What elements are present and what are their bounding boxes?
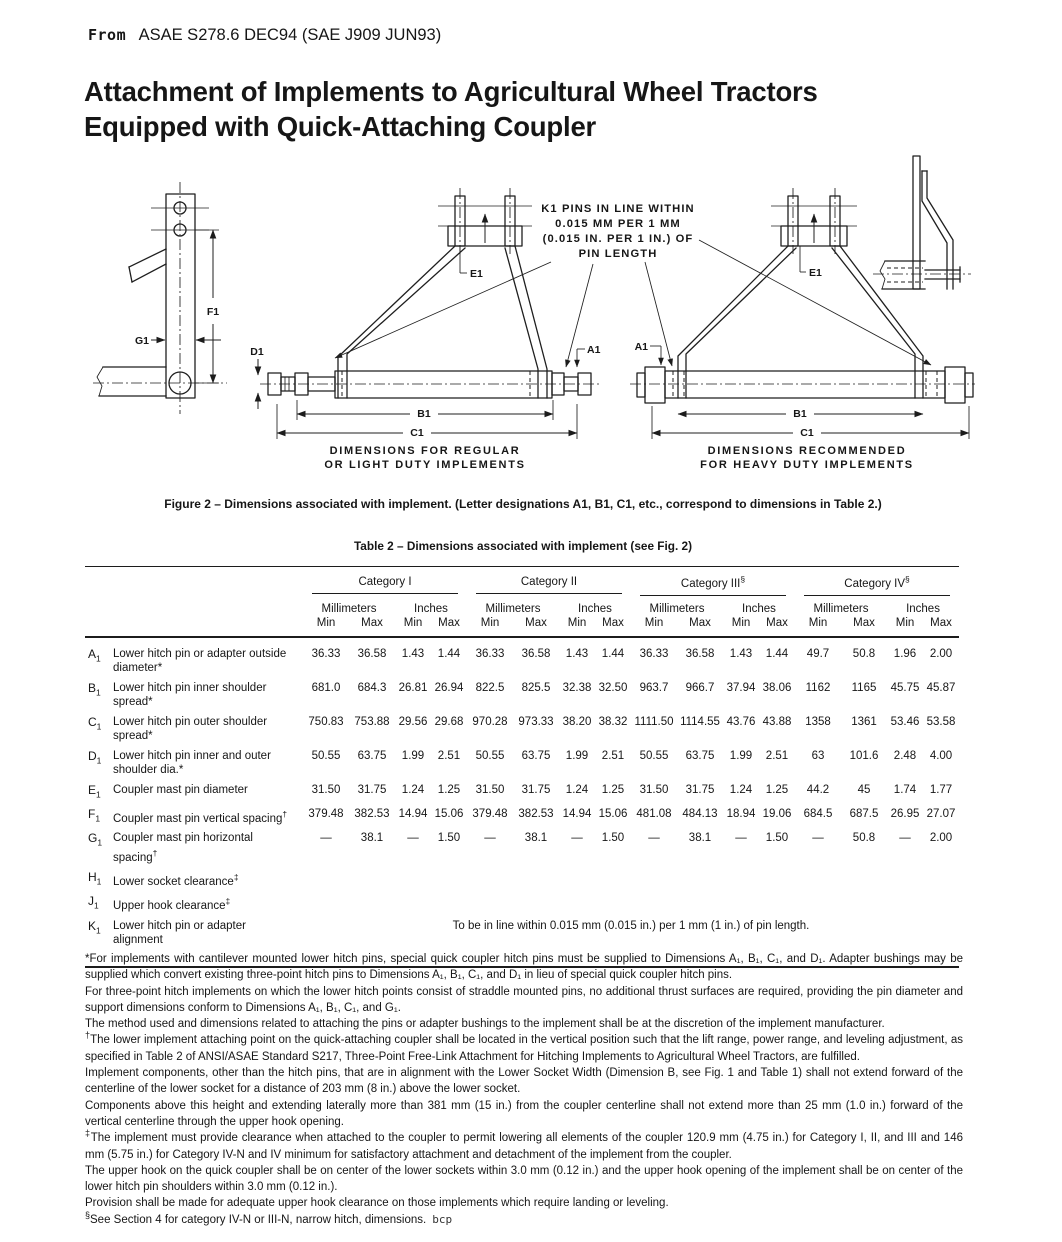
label-c1-regular: C1 [410, 427, 424, 439]
row-designation: $D_1$ [88, 748, 102, 766]
dimension-value: 14.94 [398, 807, 428, 820]
dimension-value: 36.33 [639, 647, 669, 660]
dimension-value: 1.43 [729, 647, 753, 660]
k1-note-line2: 0.015 MM PER 1 MM [555, 218, 681, 230]
minmax-header: Max [677, 616, 723, 637]
dimension-value: 1.50 [765, 832, 789, 845]
dimension-value: 38.1 [524, 832, 548, 845]
dimension-value: 2.00 [929, 647, 953, 660]
label-e1-regular: E1 [470, 268, 483, 280]
dimension-value: 2.51 [765, 749, 789, 762]
dimension-value: 1.99 [565, 749, 589, 762]
dimension-value: 973.33 [518, 715, 554, 728]
row-designation: $C_1$ [88, 714, 102, 732]
dimension-value: 38.32 [598, 715, 628, 728]
unit-header: Inches [578, 602, 612, 615]
k1-note-line4: PIN LENGTH [578, 248, 658, 260]
dimension-value: 63.75 [685, 749, 715, 762]
dimension-value: 1.43 [401, 647, 425, 660]
row-description: Lower hitch pin inner and outer shoulder dia.* [113, 749, 271, 777]
table-row-e1 [85, 779, 959, 803]
dimension-value: 49.7 [806, 647, 830, 660]
dimension-value: 1.43 [565, 647, 589, 660]
minmax-header: Min [559, 616, 595, 637]
table-row-h1 [85, 866, 959, 890]
dimension-value: 31.50 [475, 783, 505, 796]
dimension-value: 1.99 [729, 749, 753, 762]
dimension-value: 2.51 [437, 749, 461, 762]
dimension-value: 50.55 [639, 749, 669, 762]
minmax-header: Max [595, 616, 631, 637]
row-description: Coupler mast pin diameter [113, 783, 248, 796]
column-group-category-ii: Category II [467, 567, 631, 596]
footnote-9: Provision shall be made for adequate upper hook clearance on those implements which require landing or leveling. [85, 1197, 669, 1210]
dimension-value: 2.00 [929, 832, 953, 845]
table-row-d1 [85, 745, 959, 779]
label-a1-heavy: A1 [634, 341, 648, 353]
minmax-header: Min [887, 616, 923, 637]
dimension-value: 29.56 [398, 715, 428, 728]
unit-header: Inches [906, 602, 940, 615]
empty-values [303, 890, 959, 914]
minmax-header: Min [723, 616, 759, 637]
dimension-value: — [571, 832, 583, 845]
dimension-value: 825.5 [521, 681, 551, 694]
row-description: Lower hitch pin inner shoulder spread* [113, 681, 267, 709]
dimension-value: — [899, 832, 911, 845]
dimension-value: 1.25 [437, 783, 461, 796]
alignment-note: To be in line within 0.015 mm (0.015 in.) per 1 mm (1 in.) of pin length. [452, 919, 810, 932]
label-b1-heavy: B1 [793, 408, 807, 420]
dimension-value: 687.5 [849, 807, 879, 820]
caption-heavy-duty-line1: DIMENSIONS RECOMMENDED [707, 445, 907, 457]
label-a1-regular: A1 [587, 344, 601, 356]
footnote-7: ‡The implement must provide clearance when attached to the coupler to permit lowering all elements of the coupler 120.9 mm (4.75 in.) for Category I, II, and III and 146 mm (5.75 in.) for Category IV-N and IV minimum for satisfactory attachment and detachment of the implement from the coupler. [85, 1128, 963, 1161]
dimension-value: 1165 [851, 681, 877, 694]
dimension-value: 43.76 [726, 715, 756, 728]
footnote-1: *For implements with cantilever mounted lower hitch pins, special quick coupler hitch pins must be supplied to Dimensions A₁, B₁, C₁, and D₁. Adapter bushings may be supplied which convert existing three-point hitch pins to Dimensions A₁, B₁, C₁, and D₁ in lieu of special quick coupler hitch pins. [85, 953, 963, 982]
dimension-value: 63.75 [357, 749, 387, 762]
dimension-value: — [407, 832, 419, 845]
dimension-value: 44.2 [806, 783, 830, 796]
dimension-value: 36.58 [685, 647, 715, 660]
dimension-value: 38.20 [562, 715, 592, 728]
dimension-value: 1.50 [601, 832, 625, 845]
figure-caption: Figure 2 – Dimensions associated with implement. (Letter designations A1, B1, C1, etc., correspond to dimensions in Table 2.) [164, 497, 882, 511]
dimension-value: 970.28 [472, 715, 508, 728]
row-designation: $E_1$ [88, 782, 101, 800]
dimension-value: 1358 [805, 715, 831, 728]
label-b1-regular: B1 [417, 408, 431, 420]
dimension-value: 15.06 [598, 807, 628, 820]
row-description: Coupler mast pin vertical spacing† [113, 808, 288, 825]
dimension-value: 684.3 [357, 681, 387, 694]
dimension-value: — [735, 832, 747, 845]
caption-regular-duty-line2: OR LIGHT DUTY IMPLEMENTS [324, 459, 526, 471]
table-row-c1 [85, 711, 959, 745]
minmax-header: Max [841, 616, 887, 637]
minmax-header: Max [759, 616, 795, 637]
dimension-value: 1111.50 [634, 715, 674, 728]
minmax-header: Max [349, 616, 395, 637]
dimension-value: 32.38 [562, 681, 592, 694]
footnote-8: The upper hook on the quick coupler shall be on center of the lower sockets within 3.0 mm (0.12 in.) and the upper hook opening of the implement shall be on center of the lower hitch pin shoulders within 3.0 mm (0.12 in.). [85, 1164, 963, 1194]
minmax-header: Min [795, 616, 841, 637]
unit-header: Millimeters [813, 602, 869, 615]
minmax-header: Min [467, 616, 513, 637]
dimension-value: 31.50 [311, 783, 341, 796]
dimension-value: 379.48 [472, 807, 508, 820]
dimension-value: 1.44 [765, 647, 789, 660]
dimension-value: 63.75 [521, 749, 551, 762]
dimension-value: 1.99 [401, 749, 425, 762]
dimension-value: 481.08 [636, 807, 672, 820]
table-row-f1 [85, 803, 959, 827]
k1-note-line3: (0.015 IN. PER 1 IN.) OF [542, 233, 694, 245]
dimension-value: 27.07 [926, 807, 956, 820]
dimension-value: 38.1 [360, 832, 384, 845]
row-designation: $F_1$ [88, 806, 101, 824]
dimension-value: 963.7 [639, 681, 669, 694]
table-row-a1 [85, 637, 959, 677]
dimension-value: 31.75 [685, 783, 715, 796]
row-description: Lower hitch pin outer shoulder spread* [113, 715, 268, 743]
page-title-line2: Equipped with Quick-Attaching Coupler [84, 111, 597, 142]
dimension-value: 50.8 [852, 832, 876, 845]
dimension-value: 966.7 [685, 681, 715, 694]
dimension-value: 26.94 [434, 681, 464, 694]
dimension-value: 379.48 [308, 807, 344, 820]
dimension-value: 15.06 [434, 807, 464, 820]
row-description: Upper hook clearance‡ [113, 896, 231, 913]
dimension-value: 684.5 [803, 807, 833, 820]
dimension-value: 1.24 [401, 783, 425, 796]
dimension-value: 36.33 [311, 647, 341, 660]
dimension-value: 382.53 [354, 807, 390, 820]
label-e1-heavy: E1 [809, 267, 822, 279]
dimension-value: 36.33 [475, 647, 505, 660]
dimension-value: 14.94 [562, 807, 592, 820]
footnote-6: Components above this height and extending laterally more than 381 mm (15 in.) from the coupler centerline shall not extend more than 25 mm (1.0 in.) forward of the vertical centerline through the upper hook opening. [85, 1099, 963, 1128]
label-g1: G1 [134, 335, 150, 347]
dimension-value: 38.06 [762, 681, 792, 694]
column-group-category-iv: Category IV§ [795, 567, 959, 596]
unit-header: Inches [742, 602, 776, 615]
footnote-4: †The lower implement attaching point on the quick-attaching coupler shall be located in the vertical position such that the lift range, power range, and leveling adjustment, as specified in Table 2 of ANSI/ASAE Standard S217, Three-Point Free-Link Attachment for Hitching Implements to Agricultural Wheel Tractors, are fulfilled. [85, 1030, 963, 1063]
dimension-value: 1361 [851, 715, 877, 728]
table-caption: Table 2 – Dimensions associated with implement (see Fig. 2) [353, 539, 693, 553]
dimension-value: 31.75 [521, 783, 551, 796]
row-description: Coupler mast pin horizontal spacing† [113, 832, 253, 864]
dimension-value: 50.55 [311, 749, 341, 762]
label-f1: F1 [206, 306, 220, 318]
dimension-value: 753.88 [354, 715, 390, 728]
minmax-header: Min [303, 616, 349, 637]
empty-values [303, 866, 959, 890]
row-designation: $H_1$ [88, 869, 102, 887]
dimension-value: 1.74 [893, 783, 917, 796]
dimension-value: 37.94 [726, 681, 756, 694]
dimension-value: 31.75 [357, 783, 387, 796]
unit-header: Millimeters [321, 602, 377, 615]
dimension-value: — [484, 832, 496, 845]
dimension-value: 50.55 [475, 749, 505, 762]
standard-reference: ASAE S278.6 DEC94 (SAE J909 JUN93) [138, 26, 442, 44]
dimension-value: 1.24 [729, 783, 753, 796]
dimension-value: 1.50 [437, 832, 461, 845]
figure-2-diagram [85, 146, 975, 484]
dimension-value: 45 [857, 783, 871, 796]
minmax-header: Max [923, 616, 959, 637]
dimension-value: 382.53 [518, 807, 554, 820]
dimension-value: 484.13 [682, 807, 718, 820]
label-d1: D1 [250, 346, 264, 358]
dimension-value: 1.77 [929, 783, 953, 796]
row-designation: $A_1$ [88, 646, 101, 664]
dimension-value: 101.6 [849, 749, 879, 762]
footnote-2: For three-point hitch implements on which the lower hitch points consist of straddle mounted pins, no additional thrust surfaces are required, providing the pin diameter and support dimensions conform to Dimensions A₁, B₁, C₁, and G₁. [85, 985, 963, 1014]
dimension-value: 4.00 [929, 749, 953, 762]
dimension-value: 1.25 [765, 783, 789, 796]
row-description: Lower hitch pin or adapter outside diameter* [113, 647, 287, 675]
page-title [84, 74, 884, 144]
from-label: From [88, 26, 127, 44]
dimension-value: 63 [811, 749, 825, 762]
row-designation: $G_1$ [88, 831, 103, 848]
unit-header: Inches [414, 602, 448, 615]
unit-header: Millimeters [485, 602, 541, 615]
dimension-value: 36.58 [521, 647, 551, 660]
k1-note-line1: K1 PINS IN LINE WITHIN [541, 203, 695, 215]
dimension-value: 681.0 [311, 681, 341, 694]
table-container [85, 566, 961, 968]
dimension-value: 1.44 [437, 647, 461, 660]
minmax-header: Min [631, 616, 677, 637]
dimension-value: 1.24 [565, 783, 589, 796]
footnotes [85, 951, 963, 1228]
source-reference [88, 26, 441, 45]
dimension-value: 1.44 [601, 647, 625, 660]
mast-side-view-diagram [93, 182, 227, 414]
table-row-g1 [85, 827, 959, 866]
table-row-b1 [85, 677, 959, 711]
dimension-value: 1114.55 [680, 715, 720, 728]
label-c1-heavy: C1 [800, 427, 814, 439]
caption-heavy-duty-line2: FOR HEAVY DUTY IMPLEMENTS [700, 459, 914, 471]
dimension-value: 32.50 [598, 681, 628, 694]
column-group-category-i: Category I [303, 567, 467, 596]
dimension-value: 29.68 [434, 715, 464, 728]
row-designation: $K_1$ [88, 918, 101, 935]
unit-header: Millimeters [649, 602, 705, 615]
dimension-value: 19.06 [762, 807, 792, 820]
footnote-5: Implement components, other than the hitch pins, that are in alignment with the Lower Socket Width (Dimension B, see Fig. 1 and Table 1) shall not extend forward of the centerline of the lower socket for a distance of 203 mm (8 in.) above the lower socket. [85, 1067, 963, 1096]
dimension-value: 53.58 [926, 715, 956, 728]
dimension-value: 45.75 [890, 681, 920, 694]
row-description: Lower socket clearance‡ [113, 871, 239, 888]
table-row-j1 [85, 890, 959, 914]
dimension-value: — [648, 832, 660, 845]
dimension-value: 750.83 [308, 715, 344, 728]
dimension-value: 31.50 [639, 783, 669, 796]
end-mark: bcp [432, 1212, 453, 1226]
dimension-value: 2.51 [601, 749, 625, 762]
row-designation: $B_1$ [88, 680, 101, 698]
mast-profile-detail [873, 156, 971, 289]
dimension-value: 1.25 [601, 783, 625, 796]
dimension-value: 822.5 [475, 681, 505, 694]
minmax-header: Max [431, 616, 467, 637]
dimension-value: 2.48 [893, 749, 917, 762]
dimension-value: 50.8 [852, 647, 876, 660]
page-title-line1: Attachment of Implements to Agricultural Wheel Tractors [84, 76, 818, 107]
dimension-value: 18.94 [726, 807, 756, 820]
footnote-10: §See Section 4 for category IV-N or III-N, narrow hitch, dimensions. bcp [85, 1209, 453, 1226]
row-description: Lower hitch pin or adapter alignment [113, 919, 246, 947]
dimension-value: 36.58 [357, 647, 387, 660]
dimension-value: — [320, 832, 332, 845]
dimension-value: 26.81 [398, 681, 428, 694]
dimension-value: 45.87 [926, 681, 956, 694]
dimension-value: 38.1 [688, 832, 712, 845]
dimension-value: — [812, 832, 824, 845]
dimension-value: 1.96 [893, 647, 917, 660]
caption-regular-duty-line1: DIMENSIONS FOR REGULAR [329, 445, 521, 457]
footnote-3: The method used and dimensions related to attaching the pins or adapter bushings to the implement shall be at the discretion of the implement manufacturer. [85, 1018, 885, 1031]
column-group-category-iii: Category III§ [631, 567, 795, 596]
regular-duty-diagram [250, 188, 601, 471]
dimension-value: 43.88 [762, 715, 792, 728]
row-designation: $J_1$ [88, 894, 99, 911]
minmax-header: Max [513, 616, 559, 637]
dimension-value: 26.95 [890, 807, 920, 820]
minmax-header: Min [395, 616, 431, 637]
dimensions-table [85, 566, 959, 968]
dimension-value: 53.46 [890, 715, 920, 728]
table-corner-blank [85, 567, 303, 637]
dimension-value: 1162 [805, 681, 831, 694]
